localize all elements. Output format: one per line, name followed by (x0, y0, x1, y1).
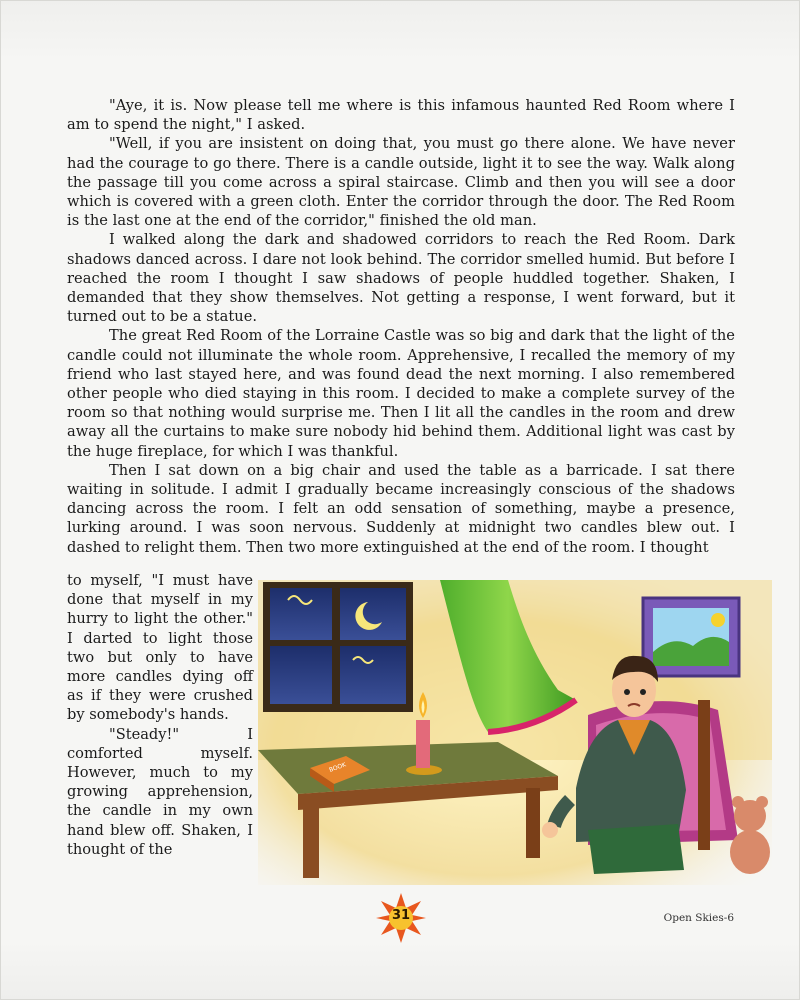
paragraph: to myself, "I must have done that myself in my hurry to light the other." I darted to light those two but only to have more candles dying off as if they were crushed by somebody's hands. (67, 572, 253, 724)
story-text-wrapped (67, 571, 253, 859)
wall-picture (643, 598, 739, 676)
paragraph: The great Red Room of the Lorraine Castle was so big and dark that the light of the candle could not illuminate the whole room. Apprehensive, I recalled the memory of my friend who last stayed here, and was found dead the next morning. I also remembered other people who died staying in this room. I decided to make a complete survey of the room so that nothing would surprise me. Then I lit all the candles in the room and drew away all the curtains to make sure nobody hid behind them. Additional light was cast by the huge fireplace, for which I was thankful. (67, 327, 735, 460)
paragraph: "Steady!" I comforted myself. However, much to my growing apprehension, the candle in my own hand blew off. Shaken, I thought of the (67, 725, 253, 858)
page-number-badge (376, 893, 426, 943)
window (263, 582, 413, 712)
paragraph: I walked along the dark and shadowed corridors to reach the Red Room. Dark shadows danced across. I dare not look behind. The corridor smelled humid. But before I reached the room I thought I saw shadows of people huddled together. Shaken, I demanded that they show themselves. Not getting a response, I went forward, but it turned out to be a statue. (67, 231, 735, 326)
story-text (67, 96, 735, 557)
paragraph: Then I sat down on a big chair and used the table as a barricade. I sat there waiting in solitude. I admit I gradually became increasingly conscious of the shadows dancing across the room. I felt an odd sensation of something, maybe a presence, lurking around. I was soon nervous. Suddenly at midnight two candles blew out. I dashed to relight them. Then two more extinguished at the end of the room. I thought (67, 461, 735, 556)
book-title: Open Skies-6 (663, 912, 734, 924)
story-illustration (258, 580, 772, 885)
paragraph: "Aye, it is. Now please tell me where is this infamous haunted Red Room where I am to spend the night," I asked. (67, 97, 735, 134)
paragraph: "Well, if you are insistent on doing that, you must go there alone. We have never had the courage to go there. There is a candle outside, light it to see the way. Walk along the passage till you come across a spiral staircase. Climb and then you will see a door which is covered with a green cloth. Enter the corridor through the door. The Red Room is the last one at the end of the corridor," finished the old man. (67, 135, 735, 230)
book-cover-text: BOOK (328, 761, 348, 774)
page-number: 31 (391, 908, 411, 923)
